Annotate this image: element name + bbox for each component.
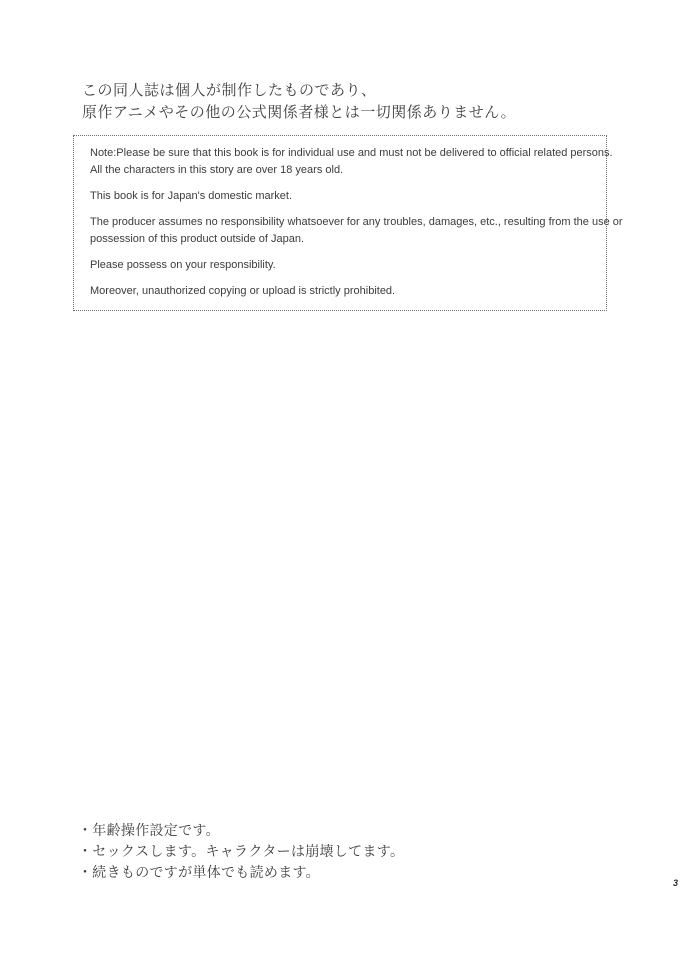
bottom-notes bbox=[78, 820, 404, 883]
note-line: Note:Please be sure that this book is for individual use and must not be delivered to official related persons. bbox=[90, 147, 613, 159]
top-disclaimer bbox=[82, 80, 516, 124]
note-line: possession of this product outside of Japan. bbox=[90, 233, 305, 245]
note-paragraph bbox=[90, 214, 623, 248]
note-box bbox=[73, 135, 623, 311]
bottom-note-line: ・年齢操作設定です。 bbox=[78, 822, 220, 838]
note-paragraph bbox=[90, 283, 591, 300]
note-paragraph bbox=[90, 145, 613, 179]
top-disclaimer-line: 原作アニメやその他の公式関係者様とは一切関係ありません。 bbox=[82, 104, 517, 121]
note-line: Moreover, unauthorized copying or upload is strictly prohibited. bbox=[90, 285, 396, 297]
note-paragraph bbox=[90, 188, 591, 205]
note-paragraph bbox=[90, 257, 591, 274]
bottom-note-line: ・続きものですが単体でも読めます。 bbox=[78, 864, 320, 880]
note-line: All the characters in this story are over 18 years old. bbox=[90, 164, 344, 176]
note-line: The producer assumes no responsibility whatsoever for any troubles, damages, etc., resulting from the use or bbox=[90, 216, 623, 228]
note-line: This book is for Japan's domestic market. bbox=[90, 190, 293, 202]
bottom-note-line: ・セックスします。キャラクターは崩壊してます。 bbox=[78, 843, 405, 859]
top-disclaimer-line: この同人誌は個人が制作したものであり、 bbox=[82, 82, 377, 99]
page-number: 3 bbox=[673, 878, 679, 888]
note-line: Please possess on your responsibility. bbox=[90, 259, 276, 271]
